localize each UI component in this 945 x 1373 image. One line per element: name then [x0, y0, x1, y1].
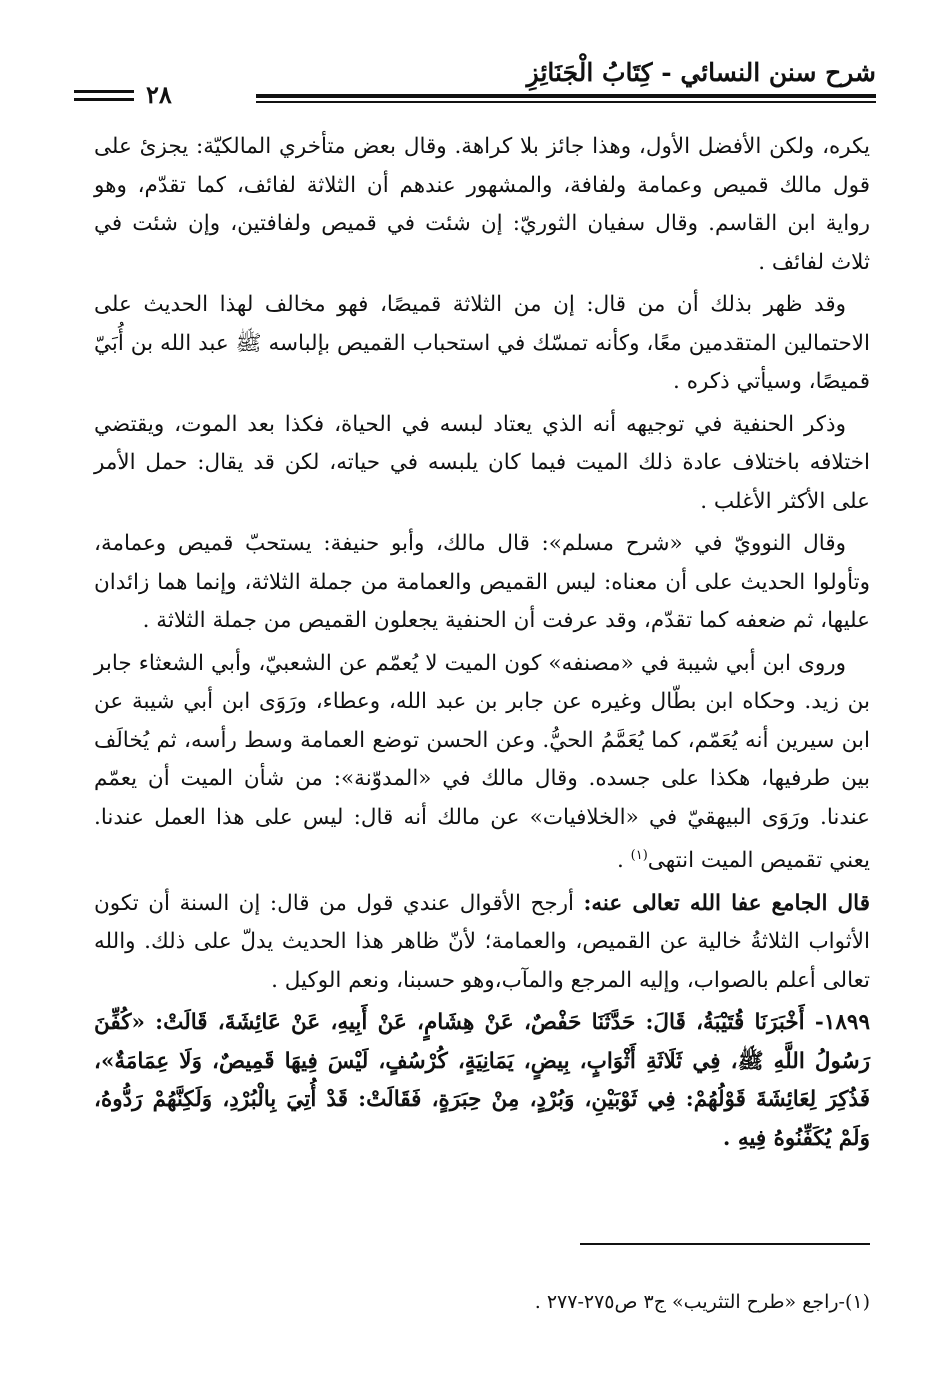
paragraph-tail: . [616, 848, 631, 874]
author-remark-lead: قال الجامع عفا الله تعالى عنه: [583, 890, 870, 916]
page-header [88, 50, 876, 120]
paragraph [94, 645, 870, 881]
running-title: شرح سنن النسائي - كِتَابُ الْجَنَائِزِ [526, 58, 876, 87]
hadith-text [94, 1004, 870, 1158]
paragraph-text: وقال النوويّ في «شرح مسلم»: قال مالك، وأبو حنيفة: يستحبّ قميص وعمامة، وتأولوا الحديث على أن معناه: ليس القميص والعمامة من جملة الثلاثة، وإنما هما زائدان عليها، ثم ضعفه كما تقدّم، وقد عرفت أن الحنفية يجعلون القميص من جملة الثلاثة . [94, 531, 870, 633]
paragraph [94, 525, 870, 641]
footnote-text: (١)-راجع «طرح التثريب» ج٣ ص٢٧٥-٢٧٧ . [534, 1291, 870, 1313]
footnote-separator [580, 1243, 870, 1245]
paragraph [94, 286, 870, 402]
paragraph-text: أرجح الأقوال عندي قول من قال: إن السنة أن تكون الأثواب الثلاثةُ خالية عن القميص، والعمامة؛ لأنّ ظاهر هذا الحديث يدلّ على ذلك. والله تعالى أعلم بالصواب، وإليه المرجع والمآب،وهو حسبنا، ونعم الوكيل . [94, 890, 870, 993]
footnote [94, 1288, 870, 1316]
main-text [94, 128, 870, 1162]
paragraph-text: وروى ابن أبي شيبة في «مصنفه» كون الميت لا يُعمّم عن الشعبيّ، وأبي الشعثاء جابر بن زيد. وحكاه ابن بطّال وغيره عن جابر بن عبد الله، وعطاء، ورَوَى ابن أبي شيبة عن ابن سيرين أنه يُعَمّم، كما يُعَمَّمُ الحيُّ. وعن الحسن توضع العمامة وسط رأسه، ثم يُخالَف بين طرفيها، هكذا على جسده. وقال مالك في «المدوّنة»: من شأن الميت أن يعمّم عندنا. ورَوَى البيهقيّ في «الخلافيات» عن مالك أنه قال: ليس على هذا العمل عندنا. يعني تقميص الميت انتهى [94, 650, 870, 874]
footnote-reference[interactable]: (١) [630, 848, 648, 863]
header-rule [256, 94, 876, 98]
page-number-rule-top [74, 90, 134, 93]
paragraph [94, 406, 870, 522]
paragraph-text: وقد ظهر بذلك أن من قال: إن من الثلاثة قميصًا، فهو مخالف لهذا الحديث على الاحتمالين المتقدمين معًا، وكأنه تمسّك في استحباب القميص بإلباسه ﷺ عبد الله بن أُبَيّ قميصًا، وسيأتي ذكره . [94, 292, 870, 394]
page-number: ٢٨ [146, 80, 172, 109]
paragraph [94, 885, 870, 1001]
hadith-body: ١٨٩٩- أَخْبَرَنَا قُتَيْبَةُ، قَالَ: حَدَّثَنَا حَفْصٌ، عَنْ هِشَامٍ، عَنْ أَبِيهِ، عَنْ عَائِشَةَ، قَالَتْ: «كُفِّنَ رَسُولُ اللَّهِ ﷺ، فِي ثَلَاثَةِ أَثْوَابٍ، بِيضٍ، يَمَانِيَةٍ، كُرْسُفٍ، لَيْسَ فِيهَا قَمِيصٌ، وَلَا عِمَامَةٌ»، فَذُكِرَ لِعَائِشَةَ قَوْلُهُمْ: فِي ثَوْبَيْنِ، وَبُرْدٍ، مِنْ حِبَرَةٍ، فَقَالَتْ: قَدْ أُتِيَ بِالْبُرْدِ، وَلَكِنَّهُمْ رَدُّوهُ، وَلَمْ يُكَفِّنُوهُ فِيهِ . [94, 1010, 870, 1151]
paragraph-text: يكره، ولكن الأفضل الأول، وهذا جائز بلا كراهة. وقال بعض متأخري المالكيّة: يجزئ على قول مالك قميص وعمامة ولفافة، والمشهور عندهم أن الثلاثة لفائف، كما تقدّم، وهو رواية ابن القاسم. وقال سفيان الثوريّ: إن شئت في قميص ولفافتين، وإن شئت في ثلاث لفائف . [94, 134, 870, 275]
paragraph [94, 128, 870, 282]
header-rule-thin [256, 101, 876, 103]
page-number-rule-bottom [74, 98, 134, 101]
paragraph-text: وذكر الحنفية في توجيهه أنه الذي يعتاد لبسه في الحياة، فكذا بعد الموت، ويقتضي اختلافه باختلاف عادة ذلك الميت فيما كان يلبسه في حياته، لكن قد يقال: حمل الأمر على الأكثر الأغلب . [94, 411, 870, 514]
